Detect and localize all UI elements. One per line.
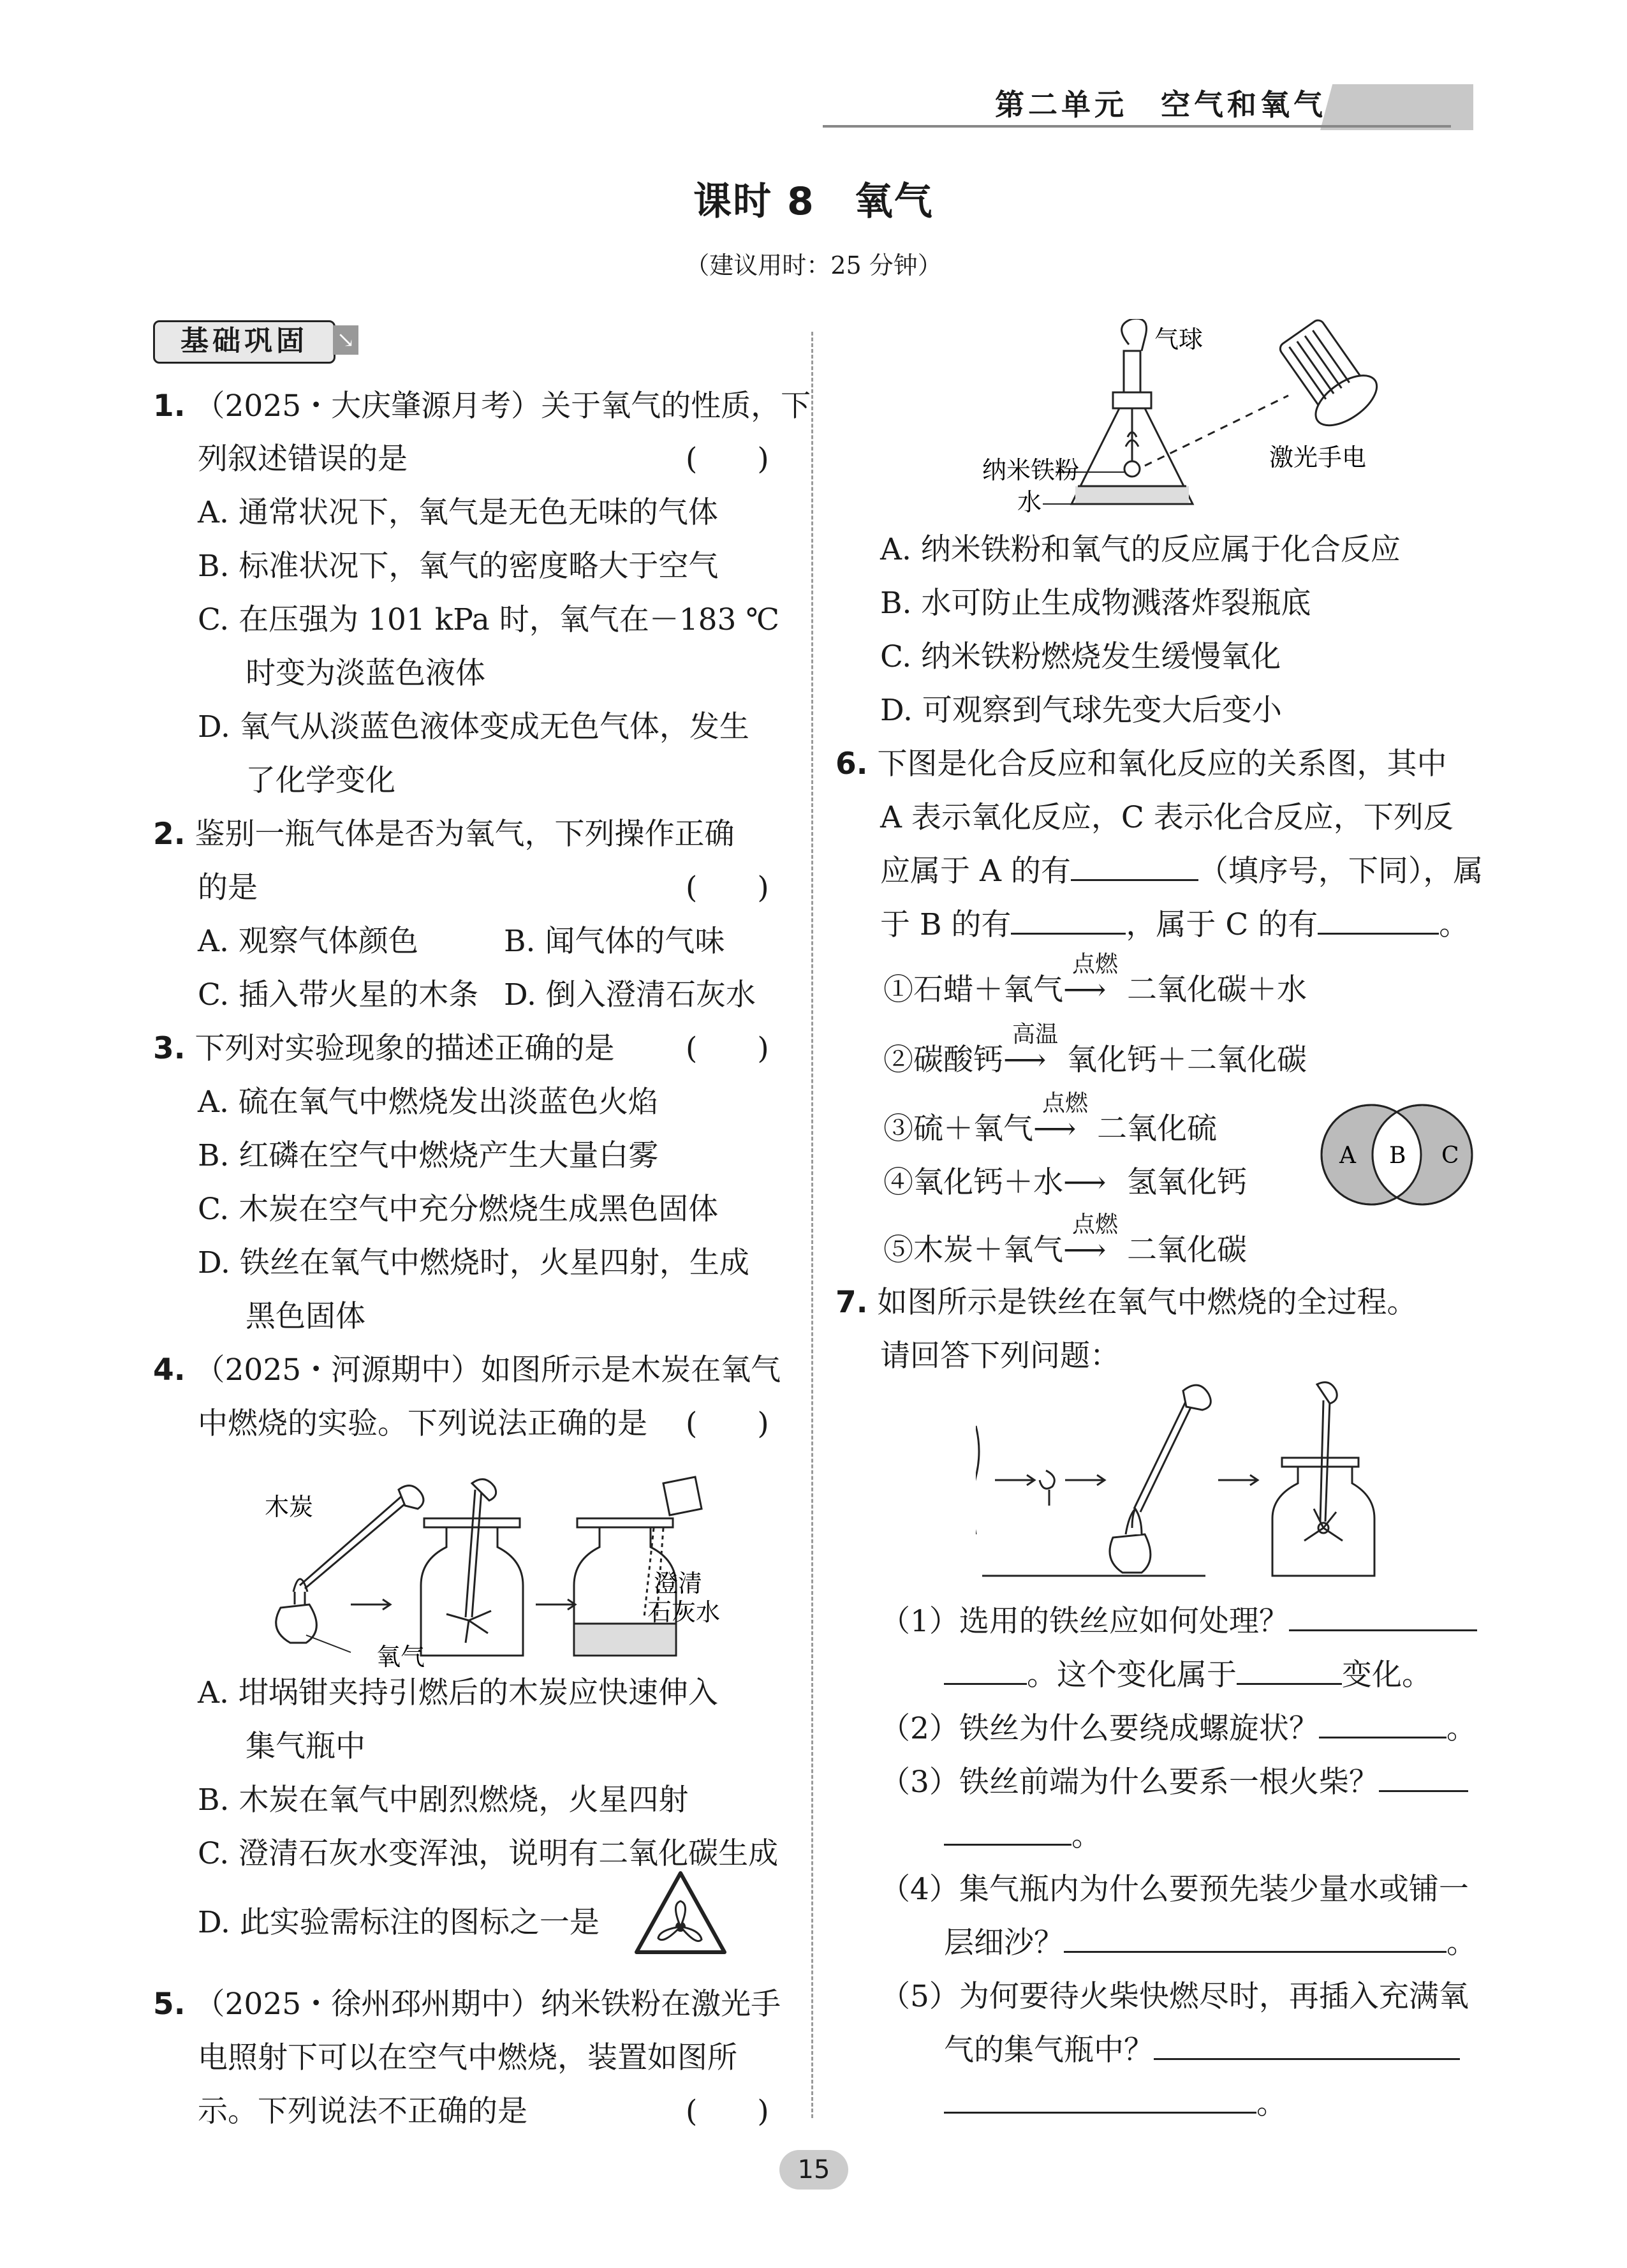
q7-stem-2: 请回答下列问题：: [880, 1338, 1120, 1374]
venn-label-a: A: [1339, 1143, 1356, 1169]
column-divider: [811, 332, 813, 2118]
q7-sub-4-cont: 层细沙？ 。: [944, 1916, 1476, 1970]
q1-stem-1: 1. （2025・大庆肇源月考）关于氧气的性质，下: [153, 389, 811, 424]
reaction-4: ④氧化钙＋水⟶ 氢氧化钙: [883, 1165, 1247, 1200]
venn-diagram: [1314, 1101, 1480, 1209]
q2-option-b: B. 闻气体的气味: [504, 924, 725, 959]
q5-option-c: C. 纳米铁粉燃烧发生缓慢氧化: [880, 639, 1281, 674]
q6-stem-2: A 表示氧化反应，C 表示化合反应，下列反: [880, 800, 1454, 835]
fig-label-limewater-1: 澄清: [654, 1569, 703, 1597]
fig-label-water: 水: [1017, 488, 1042, 516]
reaction-3: ③硫＋氧气 点燃 ⟶ 二氧化硫: [883, 1090, 1217, 1146]
reaction-2: ②碳酸钙 高温 ⟶ 氧化钙＋二氧化碳: [883, 1021, 1307, 1078]
q7-sub-1: （1）选用的铁丝应如何处理？: [880, 1595, 1477, 1649]
ventilation-fan-icon: [633, 1869, 728, 1959]
q5-stem-3: 示。下列说法不正确的是: [198, 2094, 527, 2129]
iron-wire-combustion-figure: [976, 1381, 1435, 1592]
q3-option-a: A. 硫在氧气中燃烧发出淡蓝色火焰: [198, 1085, 658, 1120]
q4-option-c: C. 澄清石灰水变浑浊，说明有二氧化碳生成: [198, 1836, 779, 1871]
q7-blank-1a[interactable]: [1289, 1601, 1477, 1631]
lesson-title: 课时 8 氧气: [693, 179, 934, 224]
venn-label-c: C: [1441, 1143, 1459, 1169]
q6-stem-3: 应属于 A 的有 （填序号，下同），属: [880, 845, 1483, 898]
q5-stem-2: 电照射下可以在空气中燃烧，装置如图所: [198, 2040, 737, 2075]
q2-option-d: D. 倒入澄清石灰水: [504, 977, 756, 1012]
q1-option-d: D. 氧气从淡蓝色液体变成无色气体，发生: [198, 709, 749, 745]
nano-iron-figure: [982, 319, 1429, 523]
venn-label-b: B: [1389, 1143, 1406, 1169]
q7-blank-5a[interactable]: [1154, 2030, 1460, 2060]
q7-sub-1-cont: 。这个变化属于 变化。: [944, 1649, 1432, 1702]
q6-blank-a[interactable]: [1071, 851, 1198, 881]
q6-blank-b[interactable]: [1011, 905, 1126, 935]
q1-answer-paren[interactable]: ( ): [686, 441, 769, 477]
q7-blank-5b[interactable]: [944, 2084, 1256, 2114]
q4-stem-1: 4. （2025・河源期中）如图所示是木炭在氧气: [153, 1353, 781, 1388]
q4-option-a-cont: 集气瓶中: [246, 1729, 365, 1764]
header-decoration: [1320, 84, 1473, 130]
q7-sub-2: （2）铁丝为什么要绕成螺旋状？ 。: [880, 1702, 1476, 1756]
q5-stem-1: 5. （2025・徐州邳州期中）纳米铁粉在激光手: [153, 1987, 781, 2022]
q3-option-d-cont: 黑色固体: [246, 1299, 365, 1334]
q7-sub-3-cont: 。: [944, 1809, 1101, 1863]
fig-label-oxygen: 氧气: [376, 1643, 425, 1668]
q2-answer-paren[interactable]: ( ): [686, 870, 769, 905]
q7-blank-2[interactable]: [1319, 1708, 1447, 1738]
q1-option-b: B. 标准状况下，氧气的密度略大于空气: [198, 549, 719, 584]
q2-option-c: C. 插入带火星的木条: [198, 977, 479, 1012]
q7-blank-1b[interactable]: [944, 1655, 1027, 1685]
q7-sub-5-cont-2: 。: [944, 2077, 1286, 2131]
q5-option-b: B. 水可防止生成物溅落炸裂瓶底: [880, 586, 1311, 621]
q3-answer-paren[interactable]: ( ): [686, 1031, 769, 1066]
q3-option-b: B. 红磷在空气中燃烧产生大量白雾: [198, 1138, 659, 1173]
reaction-5: ⑤木炭＋氧气 点燃 ⟶ 二氧化碳: [883, 1212, 1247, 1268]
fig-label-flashlight: 激光手电: [1269, 443, 1367, 471]
q7-sub-3: （3）铁丝前端为什么要系一根火柴？: [880, 1756, 1468, 1809]
q4-option-a: A. 坩埚钳夹持引燃后的木炭应快速伸入: [198, 1675, 718, 1710]
q7-blank-1c[interactable]: [1237, 1655, 1342, 1685]
unit-title: 第二单元 空气和氧气: [995, 87, 1327, 122]
q1-option-d-cont: 了化学变化: [246, 763, 395, 798]
q1-stem-2: 列叙述错误的是: [198, 441, 408, 477]
q5-answer-paren[interactable]: ( ): [686, 2094, 769, 2129]
q7-stem-1: 7. 如图所示是铁丝在氧气中燃烧的全过程。: [836, 1285, 1417, 1320]
q6-stem-1: 6. 下图是化合反应和氧化反应的关系图，其中: [836, 746, 1447, 782]
q1-option-a: A. 通常状况下，氧气是无色无味的气体: [198, 495, 718, 530]
q7-blank-4[interactable]: [1064, 1923, 1447, 1953]
q4-option-d: D. 此实验需标注的图标之一是: [198, 1905, 600, 1940]
section-label: 基础巩固: [153, 320, 335, 364]
q3-option-d: D. 铁丝在氧气中燃烧时，火星四射，生成: [198, 1245, 749, 1280]
fig-label-nano-iron: 纳米铁粉: [982, 456, 1080, 484]
q5-option-a: A. 纳米铁粉和氧气的反应属于化合反应: [880, 532, 1401, 567]
fig-label-limewater-2: 石灰水: [647, 1598, 721, 1626]
q6-blank-c[interactable]: [1318, 905, 1439, 935]
header-rule: [823, 125, 1451, 128]
q6-stem-4: 于 B 的有 ，属于 C 的有 。: [880, 898, 1469, 952]
q5-option-d: D. 可观察到气球先变大后变小: [880, 693, 1282, 728]
arrow-icon: ↘: [333, 325, 358, 355]
q1-option-c-cont: 时变为淡蓝色液体: [246, 656, 485, 691]
q4-option-b: B. 木炭在氧气中剧烈燃烧，火星四射: [198, 1783, 689, 1818]
q7-sub-4: （4）集气瓶内为什么要预先装少量水或铺一: [880, 1872, 1469, 1907]
q4-answer-paren[interactable]: ( ): [686, 1406, 769, 1441]
q7-blank-3b[interactable]: [944, 1816, 1071, 1846]
q3-stem: 3. 下列对实验现象的描述正确的是: [153, 1031, 615, 1066]
q7-sub-5-cont: 气的集气瓶中？: [944, 2024, 1460, 2077]
page-number: 15: [779, 2150, 848, 2190]
q2-stem-1: 2. 鉴别一瓶气体是否为氧气，下列操作正确: [153, 817, 735, 852]
q2-stem-2: 的是: [198, 870, 258, 905]
fig-label-charcoal: 木炭: [265, 1493, 314, 1521]
charcoal-combustion-figure: [255, 1471, 727, 1668]
q2-option-a: A. 观察气体颜色: [198, 924, 418, 959]
q1-option-c: C. 在压强为 101 kPa 时，氧气在－183 ℃: [198, 602, 779, 637]
q7-sub-5: （5）为何要待火柴快燃尽时，再插入充满氧: [880, 1979, 1469, 2014]
q3-option-c: C. 木炭在空气中充分燃烧生成黑色固体: [198, 1192, 719, 1227]
fig-label-balloon: 气球: [1154, 325, 1204, 353]
q7-blank-3a[interactable]: [1379, 1762, 1468, 1792]
q4-stem-2: 中燃烧的实验。下列说法正确的是: [198, 1406, 647, 1441]
suggested-time: （建议用时：25 分钟）: [685, 251, 942, 279]
reaction-1: ①石蜡＋氧气 点燃 ⟶ 二氧化碳＋水: [883, 951, 1307, 1007]
